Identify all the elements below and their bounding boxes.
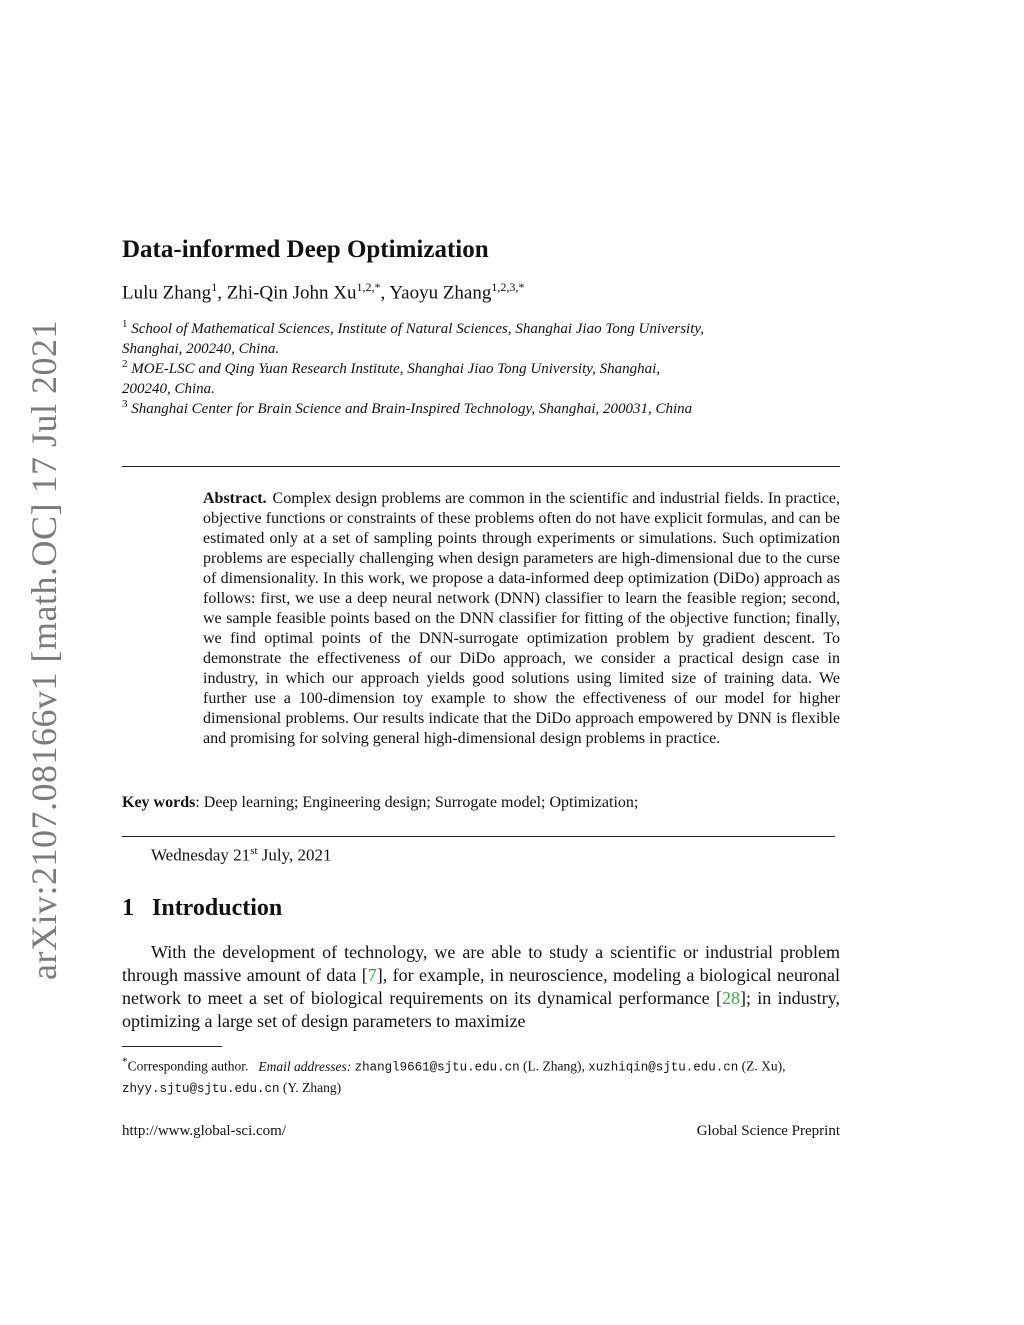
author-separator: , xyxy=(217,282,227,304)
affiliation-text: MOE-LSC and Qing Yuan Research Institute, Shanghai Jiao Tong University, Shanghai, 200240, China. xyxy=(122,361,660,397)
arxiv-id: arXiv:2107.08166v1 [math.OC] 17 Jul 2021 xyxy=(24,320,65,980)
affiliation xyxy=(122,354,712,399)
author-separator: , xyxy=(380,282,390,304)
email-owner: (Y. Zhang) xyxy=(279,1079,342,1095)
publication-date xyxy=(151,845,332,866)
keywords xyxy=(122,794,638,812)
author-name: Lulu Zhang xyxy=(122,282,212,304)
affiliation-text: School of Mathematical Sciences, Institute of Natural Sciences, Shanghai Jiao Tong University, Shanghai, 200240, China. xyxy=(122,321,704,357)
abstract-label: Abstract. xyxy=(203,490,267,507)
author-list xyxy=(122,280,524,304)
affiliation xyxy=(122,394,712,419)
intro-text: ]; in industry, optimizing a large set of design parameters to maximize xyxy=(122,988,840,1031)
author-affiliation-marks: 1,2,* xyxy=(356,280,381,294)
section-title: Introduction xyxy=(152,895,283,921)
arxiv-sidebar-stamp xyxy=(20,320,68,980)
footnote-mark: * xyxy=(122,1056,128,1068)
keywords-label: Key words xyxy=(122,794,196,811)
footnote xyxy=(122,1053,840,1099)
abstract xyxy=(203,489,840,749)
intro-text: With the development of technology, we are able to study a scientific or industrial problem through massive amount of data [ xyxy=(122,942,840,985)
date-month-year: July, 2021 xyxy=(257,845,332,865)
introduction-paragraph xyxy=(122,941,840,1033)
email-address[interactable]: zhangl9661@sjtu.edu.cn xyxy=(354,1060,520,1075)
section-heading xyxy=(122,895,282,922)
footer-journal: Global Science Preprint xyxy=(696,1123,840,1139)
citation-link[interactable]: 28 xyxy=(721,988,740,1008)
email-address[interactable]: zhyy.sjtu@sjtu.edu.cn xyxy=(122,1081,280,1096)
author-affiliation-marks: 1,2,3,* xyxy=(491,280,525,294)
affiliation-number: 3 xyxy=(122,398,128,410)
author-name: Yaoyu Zhang xyxy=(389,282,492,304)
affiliation-number: 1 xyxy=(122,318,128,330)
email-address[interactable]: xuzhiqin@sjtu.edu.cn xyxy=(588,1060,739,1075)
citation-link[interactable]: 7 xyxy=(367,965,377,985)
section-number: 1 xyxy=(122,895,134,921)
email-owner: (Z. Xu), xyxy=(738,1058,786,1074)
affiliation-text: Shanghai Center for Brain Science and Brain-Inspired Technology, Shanghai, 200031, China xyxy=(131,401,693,417)
keywords-text: : Deep learning; Engineering design; Surrogate model; Optimization; xyxy=(195,794,639,811)
footer-url[interactable]: http://www.global-sci.com/ xyxy=(122,1123,287,1139)
intro-text: ], for example, in neuroscience, modeling a biological neuronal network to meet a set of biological requirements on its dynamical performance [ xyxy=(122,965,840,1008)
date-day: Wednesday 21 xyxy=(151,845,251,865)
paper-title: Data-informed Deep Optimization xyxy=(122,236,489,263)
footnote-divider xyxy=(122,1046,222,1047)
email-owner: (L. Zhang), xyxy=(519,1058,589,1074)
header-divider xyxy=(122,466,840,467)
date-ordinal: st xyxy=(250,845,258,857)
affiliation xyxy=(122,314,712,359)
keywords-divider xyxy=(122,836,835,837)
author-name: Zhi-Qin John Xu xyxy=(226,282,357,304)
email-label: Email addresses: xyxy=(258,1058,352,1074)
author-affiliation-marks: 1 xyxy=(211,280,218,294)
abstract-text: Complex design problems are common in the scientific and industrial fields. In practice, objective functions or constraints of these problems often do not have explicit formulas, and can be estimated only at a set of sampling points through experiments or simulations. Such optimization problems are especially challenging when design parameters are high-dimensional due to the curse of dimensionality. In this work, we propose a data-informed deep optimization (DiDo) approach as follows: first, we use a deep neural network (DNN) classifier to learn the feasible region; second, we sample feasible points based on the DNN classifier for fitting of the objective function; finally, we find optimal points of the DNN-surrogate optimization problem by gradient descent. To demonstrate the effectiveness of our DiDo approach, we consider a practical design case in industry, in which our approach yields good solutions using limited size of training data. We further use a 100-dimension toy example to show the effectiveness of our model for higher dimensional problems. Our results indicate that the DiDo approach empowered by DNN is flexible and promising for solving general high-dimensional design problems in practice. xyxy=(203,490,840,747)
footnote-label: Corresponding author. xyxy=(127,1058,249,1074)
affiliation-number: 2 xyxy=(122,358,128,370)
